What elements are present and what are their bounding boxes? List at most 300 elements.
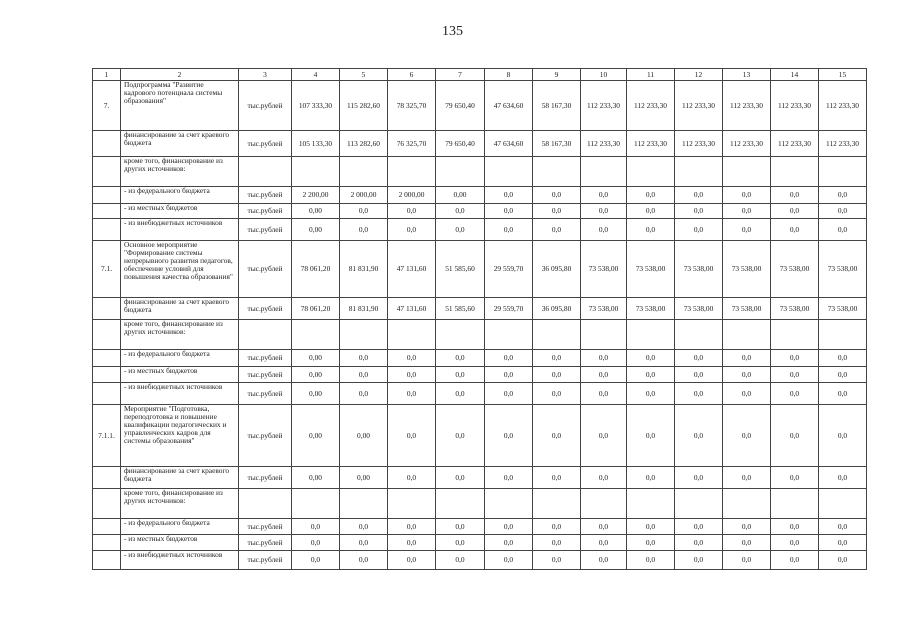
item-number (93, 187, 121, 204)
amount-cell: 0,0 (388, 467, 436, 489)
amount-cell: 0,0 (436, 367, 485, 383)
unit: тыс.рублей (239, 131, 292, 157)
column-number: 9 (533, 69, 581, 81)
amount-cell: 0,0 (388, 405, 436, 467)
table-row (93, 367, 867, 383)
amount-cell: 0,0 (436, 535, 485, 551)
amount-cell: 0,0 (723, 535, 771, 551)
amount-cell (292, 489, 340, 519)
amount-cell: 0,0 (771, 367, 819, 383)
amount-cell: 0,0 (581, 519, 627, 535)
unit: тыс.рублей (239, 219, 292, 241)
item-number: 7.1. (93, 241, 121, 298)
amount-cell: 73 538,00 (627, 298, 675, 320)
amount-cell: 0,0 (819, 187, 867, 204)
unit: тыс.рублей (239, 204, 292, 219)
table-row (93, 467, 867, 489)
amount-cell: 0,0 (819, 367, 867, 383)
item-number (93, 467, 121, 489)
amount-cell: 0,0 (388, 383, 436, 405)
amount-cell: 0,00 (340, 405, 388, 467)
amount-cell: 0,0 (627, 383, 675, 405)
amount-cell: 79 650,40 (436, 81, 485, 131)
amount-cell (771, 157, 819, 187)
amount-cell: 0,0 (675, 350, 723, 367)
amount-cell: 0,0 (292, 535, 340, 551)
amount-cell: 0,0 (723, 519, 771, 535)
unit: тыс.рублей (239, 405, 292, 467)
table-row (93, 241, 867, 298)
amount-cell: 0,0 (340, 551, 388, 570)
amount-cell: 0,0 (533, 519, 581, 535)
amount-cell: 73 538,00 (771, 241, 819, 298)
amount-cell: 0,0 (819, 467, 867, 489)
amount-cell (485, 320, 533, 350)
item-name: - из внебюджетных источников (121, 219, 239, 241)
table-row (93, 383, 867, 405)
amount-cell: 78 325,70 (388, 81, 436, 131)
amount-cell: 0,0 (627, 350, 675, 367)
column-number: 11 (627, 69, 675, 81)
amount-cell: 81 831,90 (340, 298, 388, 320)
amount-cell: 112 233,30 (771, 81, 819, 131)
unit: тыс.рублей (239, 187, 292, 204)
amount-cell: 0,0 (485, 350, 533, 367)
amount-cell: 0,0 (627, 467, 675, 489)
amount-cell: 0,0 (771, 405, 819, 467)
table-row (93, 320, 867, 350)
amount-cell: 0,0 (340, 383, 388, 405)
amount-cell: 0,0 (675, 519, 723, 535)
item-number (93, 367, 121, 383)
amount-cell: 0,0 (533, 383, 581, 405)
amount-cell: 0,00 (292, 204, 340, 219)
amount-cell: 78 061,20 (292, 298, 340, 320)
amount-cell: 73 538,00 (675, 241, 723, 298)
page-number: 135 (442, 24, 463, 39)
amount-cell (340, 489, 388, 519)
table-row (93, 551, 867, 570)
amount-cell: 47 131,60 (388, 241, 436, 298)
amount-cell (771, 489, 819, 519)
amount-cell: 0,0 (388, 219, 436, 241)
amount-cell: 0,0 (819, 551, 867, 570)
unit: тыс.рублей (239, 519, 292, 535)
amount-cell: 58 167,30 (533, 131, 581, 157)
amount-cell (819, 320, 867, 350)
amount-cell: 0,0 (675, 187, 723, 204)
item-name: финансирование за счет краевого бюджета (121, 298, 239, 320)
amount-cell: 76 325,70 (388, 131, 436, 157)
table-body (93, 69, 867, 570)
unit: тыс.рублей (239, 467, 292, 489)
column-number: 2 (121, 69, 239, 81)
amount-cell: 0,0 (627, 219, 675, 241)
amount-cell: 0,0 (533, 467, 581, 489)
amount-cell: 73 538,00 (723, 298, 771, 320)
amount-cell: 0,0 (675, 383, 723, 405)
unit: тыс.рублей (239, 241, 292, 298)
amount-cell: 2 000,00 (388, 187, 436, 204)
amount-cell: 0,0 (723, 405, 771, 467)
amount-cell: 112 233,30 (581, 131, 627, 157)
amount-cell: 0,0 (388, 535, 436, 551)
amount-cell: 0,0 (388, 204, 436, 219)
item-number (93, 320, 121, 350)
amount-cell: 0,0 (485, 535, 533, 551)
amount-cell: 81 831,90 (340, 241, 388, 298)
amount-cell: 0,0 (485, 383, 533, 405)
amount-cell: 0,0 (485, 467, 533, 489)
amount-cell: 112 233,30 (627, 81, 675, 131)
item-name: - из местных бюджетов (121, 535, 239, 551)
amount-cell: 0,00 (292, 467, 340, 489)
amount-cell: 0,0 (675, 405, 723, 467)
item-number (93, 157, 121, 187)
budget-table (92, 68, 867, 570)
amount-cell: 73 538,00 (771, 298, 819, 320)
amount-cell: 0,0 (340, 367, 388, 383)
amount-cell: 0,0 (340, 519, 388, 535)
amount-cell: 78 061,20 (292, 241, 340, 298)
amount-cell (581, 489, 627, 519)
amount-cell: 0,0 (819, 519, 867, 535)
amount-cell: 0,0 (436, 519, 485, 535)
amount-cell: 113 282,60 (340, 131, 388, 157)
amount-cell: 0,00 (340, 467, 388, 489)
item-number (93, 131, 121, 157)
amount-cell: 0,0 (485, 405, 533, 467)
amount-cell: 0,0 (723, 219, 771, 241)
amount-cell: 0,0 (436, 219, 485, 241)
amount-cell: 0,0 (627, 551, 675, 570)
amount-cell: 0,0 (627, 367, 675, 383)
amount-cell (388, 320, 436, 350)
column-number: 5 (340, 69, 388, 81)
column-number: 3 (239, 69, 292, 81)
amount-cell (627, 320, 675, 350)
amount-cell: 36 095,80 (533, 241, 581, 298)
amount-cell: 2 000,00 (340, 187, 388, 204)
item-number (93, 350, 121, 367)
amount-cell (388, 157, 436, 187)
amount-cell: 0,0 (675, 367, 723, 383)
amount-cell: 0,0 (581, 219, 627, 241)
item-number (93, 489, 121, 519)
table-row (93, 81, 867, 131)
amount-cell: 0,0 (771, 219, 819, 241)
table-row (93, 187, 867, 204)
amount-cell: 0,0 (819, 405, 867, 467)
unit: тыс.рублей (239, 367, 292, 383)
amount-cell: 0,0 (485, 219, 533, 241)
amount-cell (819, 489, 867, 519)
amount-cell: 0,0 (819, 219, 867, 241)
amount-cell (292, 157, 340, 187)
amount-cell: 0,0 (436, 405, 485, 467)
unit: тыс.рублей (239, 81, 292, 131)
table-row (93, 157, 867, 187)
amount-cell: 0,0 (581, 187, 627, 204)
amount-cell: 112 233,30 (675, 81, 723, 131)
amount-cell: 0,0 (723, 367, 771, 383)
table-row (93, 350, 867, 367)
amount-cell: 0,0 (771, 187, 819, 204)
item-name: - из внебюджетных источников (121, 383, 239, 405)
amount-cell (627, 157, 675, 187)
amount-cell (436, 489, 485, 519)
amount-cell: 0,00 (292, 350, 340, 367)
amount-cell: 51 585,60 (436, 298, 485, 320)
amount-cell: 0,0 (581, 204, 627, 219)
item-name: финансирование за счет краевого бюджета (121, 467, 239, 489)
amount-cell: 0,0 (485, 551, 533, 570)
amount-cell: 0,0 (675, 219, 723, 241)
amount-cell: 0,0 (723, 551, 771, 570)
amount-cell (675, 157, 723, 187)
table-row (93, 535, 867, 551)
amount-cell: 0,0 (581, 350, 627, 367)
amount-cell (675, 489, 723, 519)
amount-cell: 105 133,30 (292, 131, 340, 157)
amount-cell: 0,0 (388, 367, 436, 383)
amount-cell: 0,0 (675, 551, 723, 570)
table-row (93, 219, 867, 241)
item-name: - из федерального бюджета (121, 350, 239, 367)
amount-cell: 0,0 (675, 467, 723, 489)
amount-cell: 112 233,30 (581, 81, 627, 131)
unit: тыс.рублей (239, 383, 292, 405)
item-name: - из местных бюджетов (121, 204, 239, 219)
amount-cell (485, 489, 533, 519)
amount-cell (723, 157, 771, 187)
item-number (93, 519, 121, 535)
amount-cell: 0,0 (436, 383, 485, 405)
amount-cell: 0,0 (533, 350, 581, 367)
amount-cell: 107 333,30 (292, 81, 340, 131)
amount-cell: 73 538,00 (723, 241, 771, 298)
amount-cell: 0,0 (771, 383, 819, 405)
amount-cell: 0,0 (388, 551, 436, 570)
amount-cell: 0,0 (533, 204, 581, 219)
item-name: кроме того, финансирование из других источников: (121, 157, 239, 187)
amount-cell: 47 634,60 (485, 131, 533, 157)
amount-cell: 0,0 (581, 551, 627, 570)
unit (239, 489, 292, 519)
table-row (93, 405, 867, 467)
amount-cell (819, 157, 867, 187)
amount-cell: 0,0 (627, 187, 675, 204)
amount-cell: 0,0 (675, 204, 723, 219)
amount-cell: 0,0 (723, 383, 771, 405)
amount-cell (581, 320, 627, 350)
column-number: 13 (723, 69, 771, 81)
table-row (93, 489, 867, 519)
amount-cell: 112 233,30 (771, 131, 819, 157)
amount-cell (723, 320, 771, 350)
unit: тыс.рублей (239, 350, 292, 367)
unit: тыс.рублей (239, 551, 292, 570)
item-number (93, 535, 121, 551)
column-number-row (93, 69, 867, 81)
amount-cell (675, 320, 723, 350)
amount-cell: 0,0 (292, 519, 340, 535)
amount-cell (627, 489, 675, 519)
amount-cell: 73 538,00 (581, 241, 627, 298)
amount-cell: 0,0 (723, 204, 771, 219)
amount-cell: 0,0 (723, 350, 771, 367)
amount-cell: 73 538,00 (581, 298, 627, 320)
amount-cell: 0,0 (771, 467, 819, 489)
amount-cell: 58 167,30 (533, 81, 581, 131)
amount-cell: 112 233,30 (819, 81, 867, 131)
table-row (93, 298, 867, 320)
column-number: 12 (675, 69, 723, 81)
item-number (93, 204, 121, 219)
amount-cell: 0,0 (581, 405, 627, 467)
amount-cell (436, 157, 485, 187)
column-number: 10 (581, 69, 627, 81)
amount-cell: 0,0 (340, 204, 388, 219)
amount-cell: 51 585,60 (436, 241, 485, 298)
amount-cell (340, 320, 388, 350)
column-number: 14 (771, 69, 819, 81)
unit (239, 320, 292, 350)
amount-cell: 0,0 (819, 204, 867, 219)
item-name: кроме того, финансирование из других источников: (121, 320, 239, 350)
unit: тыс.рублей (239, 535, 292, 551)
amount-cell: 47 131,60 (388, 298, 436, 320)
column-number: 15 (819, 69, 867, 81)
amount-cell: 0,0 (819, 383, 867, 405)
amount-cell: 0,0 (819, 350, 867, 367)
table-row (93, 131, 867, 157)
column-number: 6 (388, 69, 436, 81)
table-row (93, 204, 867, 219)
item-name: - из федерального бюджета (121, 519, 239, 535)
amount-cell: 0,0 (292, 551, 340, 570)
item-name: Подпрограмма "Развитие кадрового потенциала системы образования" (121, 81, 239, 131)
amount-cell: 36 095,80 (533, 298, 581, 320)
amount-cell: 0,0 (533, 405, 581, 467)
amount-cell: 29 559,70 (485, 241, 533, 298)
amount-cell: 0,0 (485, 519, 533, 535)
amount-cell: 0,0 (819, 535, 867, 551)
amount-cell: 0,0 (581, 367, 627, 383)
unit: тыс.рублей (239, 298, 292, 320)
table-row (93, 519, 867, 535)
column-number: 1 (93, 69, 121, 81)
amount-cell: 0,0 (485, 187, 533, 204)
amount-cell: 112 233,30 (627, 131, 675, 157)
amount-cell: 0,0 (723, 467, 771, 489)
amount-cell: 0,0 (436, 204, 485, 219)
amount-cell: 0,0 (436, 467, 485, 489)
item-name: финансирование за счет краевого бюджета (121, 131, 239, 157)
column-number: 7 (436, 69, 485, 81)
amount-cell: 112 233,30 (819, 131, 867, 157)
amount-cell: 79 650,40 (436, 131, 485, 157)
amount-cell (723, 489, 771, 519)
amount-cell: 47 634,60 (485, 81, 533, 131)
amount-cell: 0,0 (771, 350, 819, 367)
amount-cell: 0,0 (627, 519, 675, 535)
item-number: 7.1.1. (93, 405, 121, 467)
amount-cell: 0,00 (292, 405, 340, 467)
amount-cell: 0,0 (771, 535, 819, 551)
amount-cell: 0,0 (388, 350, 436, 367)
amount-cell: 0,00 (292, 383, 340, 405)
amount-cell (340, 157, 388, 187)
amount-cell (533, 157, 581, 187)
amount-cell: 0,0 (340, 535, 388, 551)
amount-cell (292, 320, 340, 350)
item-number (93, 298, 121, 320)
amount-cell: 0,0 (771, 519, 819, 535)
amount-cell (771, 320, 819, 350)
amount-cell: 0,0 (533, 535, 581, 551)
amount-cell (436, 320, 485, 350)
amount-cell: 2 200,00 (292, 187, 340, 204)
amount-cell: 0,0 (581, 383, 627, 405)
amount-cell (581, 157, 627, 187)
amount-cell: 0,0 (436, 350, 485, 367)
amount-cell: 0,00 (292, 219, 340, 241)
amount-cell (388, 489, 436, 519)
amount-cell: 0,0 (340, 219, 388, 241)
item-name: Основное мероприятие "Формирование системы непрерывного развития педагогов, обеспечение условий для повышения качества образования" (121, 241, 239, 298)
item-number (93, 383, 121, 405)
item-name: Мероприятие "Подготовка, переподготовка и повышение квалификации педагогических и управленческих кадров для системы образования" (121, 405, 239, 467)
item-name: - из внебюджетных источников (121, 551, 239, 570)
amount-cell: 73 538,00 (819, 298, 867, 320)
amount-cell: 0,0 (533, 219, 581, 241)
amount-cell: 0,0 (533, 367, 581, 383)
amount-cell: 112 233,30 (675, 131, 723, 157)
amount-cell (485, 157, 533, 187)
amount-cell: 112 233,30 (723, 81, 771, 131)
amount-cell: 29 559,70 (485, 298, 533, 320)
item-name: - из федерального бюджета (121, 187, 239, 204)
amount-cell: 0,0 (485, 204, 533, 219)
amount-cell: 0,0 (581, 535, 627, 551)
amount-cell: 0,0 (340, 350, 388, 367)
amount-cell: 73 538,00 (627, 241, 675, 298)
amount-cell: 112 233,30 (723, 131, 771, 157)
item-number: 7. (93, 81, 121, 131)
amount-cell: 115 282,60 (340, 81, 388, 131)
amount-cell: 73 538,00 (675, 298, 723, 320)
amount-cell: 0,0 (436, 551, 485, 570)
amount-cell: 73 538,00 (819, 241, 867, 298)
amount-cell (533, 489, 581, 519)
item-number (93, 551, 121, 570)
amount-cell: 0,0 (388, 519, 436, 535)
amount-cell: 0,0 (627, 405, 675, 467)
item-name: кроме того, финансирование из других источников: (121, 489, 239, 519)
amount-cell: 0,0 (627, 204, 675, 219)
item-name: - из местных бюджетов (121, 367, 239, 383)
amount-cell: 0,0 (627, 535, 675, 551)
amount-cell: 0,0 (533, 551, 581, 570)
column-number: 8 (485, 69, 533, 81)
amount-cell: 0,00 (436, 187, 485, 204)
amount-cell: 0,0 (675, 535, 723, 551)
amount-cell: 0,0 (581, 467, 627, 489)
amount-cell: 0,0 (533, 187, 581, 204)
column-number: 4 (292, 69, 340, 81)
amount-cell: 0,0 (771, 204, 819, 219)
